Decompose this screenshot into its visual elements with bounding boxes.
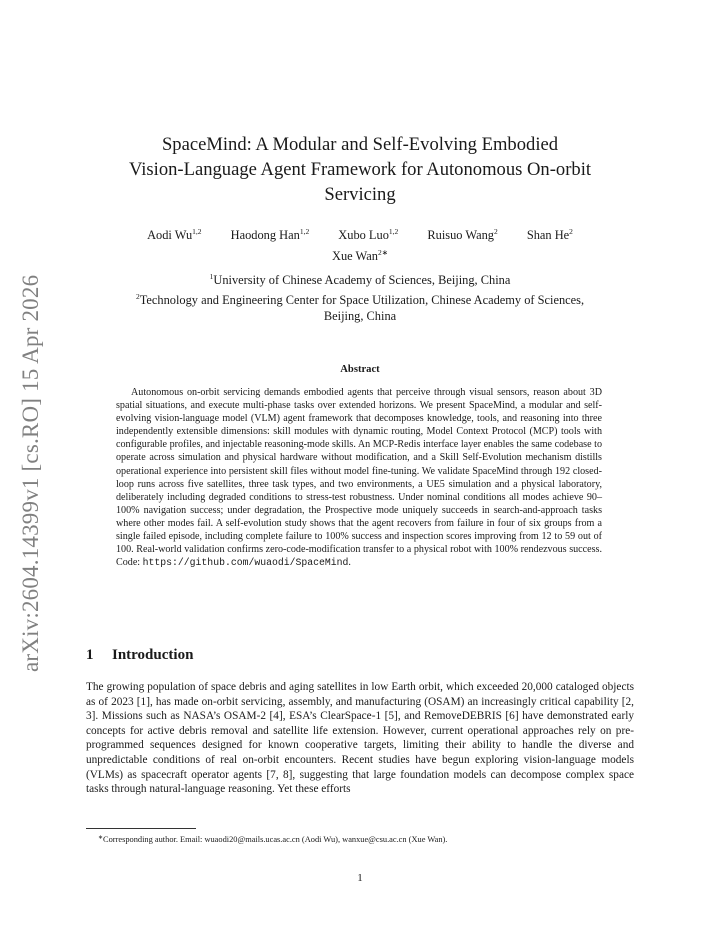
section-number: 1 — [86, 647, 94, 663]
author: Aodi Wu$^{1,2}$ — [147, 227, 202, 242]
section-heading-introduction — [86, 647, 486, 664]
author-row-2 — [90, 244, 630, 265]
page-number: 1 — [357, 872, 363, 884]
affiliations — [80, 269, 640, 325]
abstract-heading: Abstract — [340, 364, 380, 375]
introduction-paragraph: The growing population of space debris and aging satellites in low Earth orbit, which exceeded 20,000 cataloged objects as of 2023 [1], has made on-orbit servicing, assembly, and manufacturing (OSAM) an increasingly critical capability [2, 3]. Missions such as NASA’s OSAM-2 [4], ESA’s ClearSpace-1 [5], and RemoveDEBRIS [6] have demonstrated early concepts for active debris removal and satellite life extension. However, current operational approaches rely on pre-programmed sequences designed for known cooperative targets, limiting their ability to handle the diverse and unpredictable conditions of real on-orbit encounters. Recent studies have begun exploring vision-language models (VLMs) as spacecraft operator agents [7, 8], suggesting that large foundation models can decompose complex space tasks through natural-language reasoning. Yet these efforts — [86, 681, 634, 796]
affiliation-continued: Beijing, China — [323, 309, 397, 323]
author: Xubo Luo$^{1,2}$ — [338, 227, 399, 242]
arxiv-identifier-stamp: arXiv:2604.14399v1 [cs.RO] 15 Apr 2026 — [18, 274, 43, 672]
title-line-1: SpaceMind: A Modular and Self-Evolving Embodied — [161, 134, 559, 155]
footnote-rule — [86, 828, 196, 829]
paper-title — [90, 132, 630, 207]
footnote-marker: ∗ — [98, 835, 104, 841]
author: Xue Wan$^{2∗}$ — [332, 248, 388, 263]
title-line-2: Vision-Language Agent Framework for Autonomous On-orbit — [128, 159, 592, 180]
affiliation: $^1$University of Chinese Academy of Sciences, Beijing, China — [209, 272, 511, 287]
affiliation: $^2$Technology and Engineering Center for Space Utilization, Chinese Academy of Sciences, — [135, 291, 585, 307]
footnote — [86, 833, 634, 845]
author-list — [90, 223, 630, 265]
footnote-text: Corresponding author. Email: wuaodi20@mails.ucas.ac.cn (Aodi Wu), wanxue@csu.ac.cn (Xue Wan). — [103, 835, 448, 844]
author: Shan He$^2$ — [526, 227, 573, 242]
code-repository-link[interactable]: https://github.com/wuaodi/SpaceMind — [142, 557, 349, 569]
title-line-3: Servicing — [324, 184, 396, 205]
section-title: Introduction — [112, 647, 194, 663]
abstract-body: Autonomous on-orbit servicing demands embodied agents that perceive through visual sensors, reason about 3D spatial situations, and execute multi-phase tasks over extended horizons. We present SpaceMind, a modular and self-evolving vision-language model (VLM) agent framework that decomposes knowledge, tools, and reasoning into three independently extensible dimensions: skill modules with dynamic routing, Model Context Protocol (MCP) tools with configurable profiles, and injectable reasoning-mode skills. An MCP-Redis interface layer enables the same codebase to operate across simulation and physical hardware without modification, and a Skill Self-Evolution mechanism distills operational experience into persistent skill files without model fine-tuning. We validate SpaceMind through 192 closed-loop runs across five satellites, three task types, and two environments, a UE5 simulation and a physical laboratory, deliberately including degraded conditions to stress-test robustness. Under nominal conditions all modes achieve 90–100% navigation success; under degradation, the Prospective mode uniquely succeeds in search-and-approach tasks where other modes fail. A self-evolution study shows that the agent recovers from failure in four of six groups from a single failed episode, including complete failure to 100% success and inspection scores improving from 12 to 59 out of 100. Real-world validation confirms zero-code-modification transfer to a physical robot with 100% rendezvous success. Code: https://github.com/wuaodi/SpaceMind. — [116, 387, 602, 569]
author: Ruisuo Wang$^2$ — [427, 227, 498, 242]
author: Haodong Han$^{1,2}$ — [230, 227, 310, 242]
author-row-1 — [90, 223, 630, 244]
